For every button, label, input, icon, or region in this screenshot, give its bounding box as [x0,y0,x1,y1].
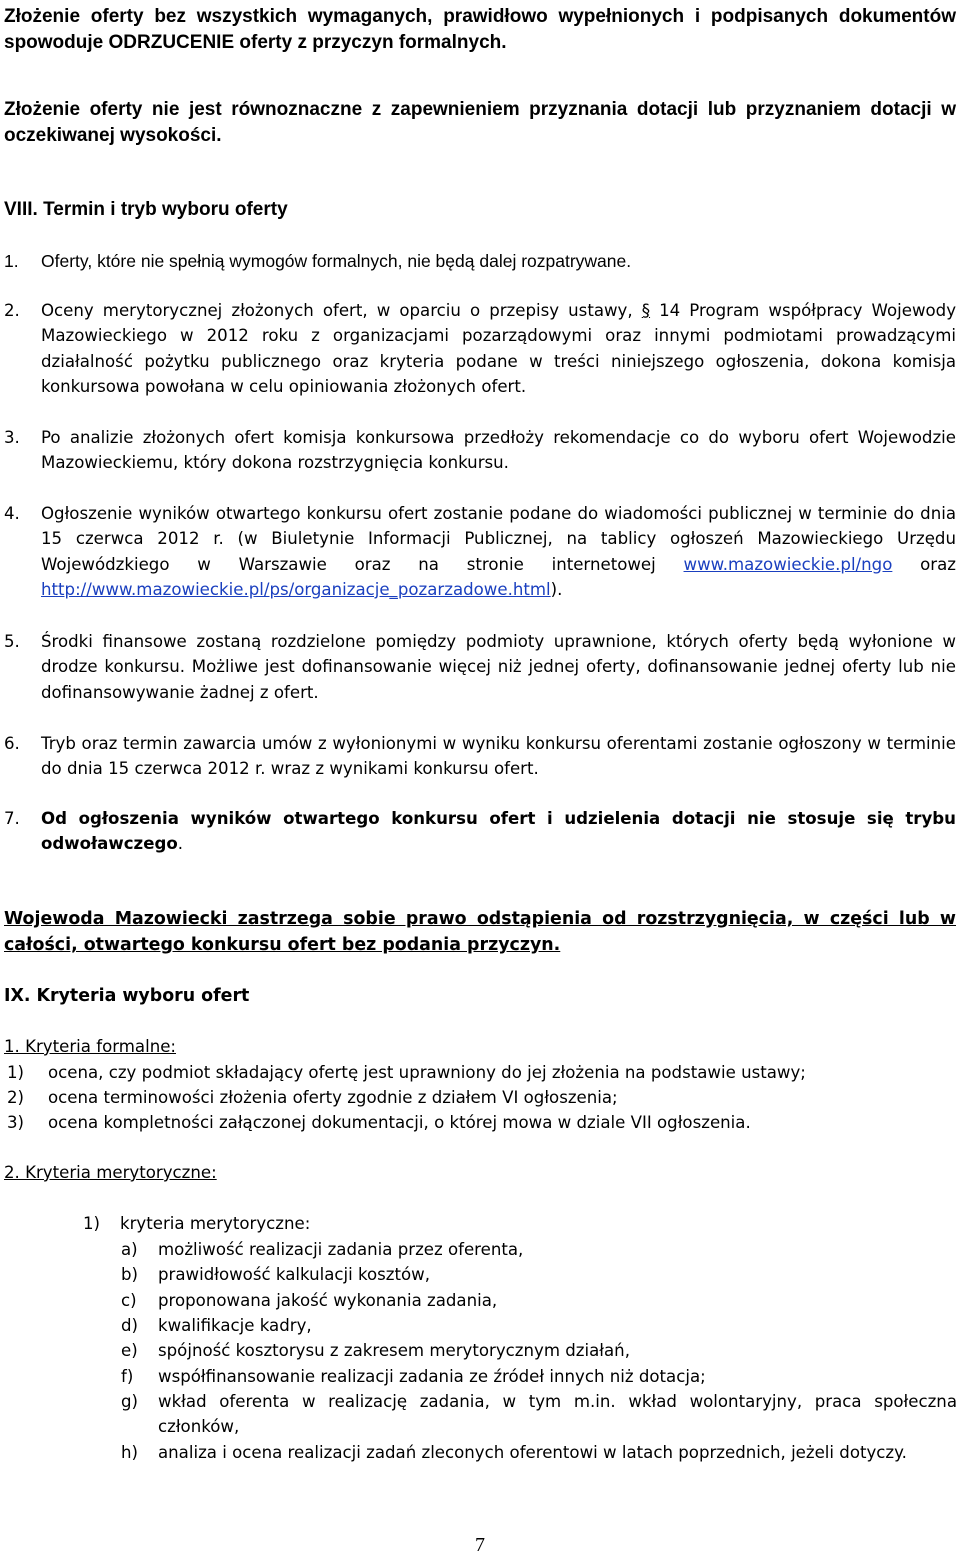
merit-item-b [121,1262,957,1287]
item-text-main: Ogłoszenie wyników otwartego konkursu ofert zostanie podane do wiadomości publicznej w terminie do dnia 15 czerwca 2012 r. (w Biuletynie Informacji Publicznej, na tablicy ogłoszeń Mazowieckiego Urzędu Wojewódzkiego w Warszawie oraz na stronie internetowej [41,504,956,574]
merit-item-h [121,1440,957,1465]
merit-item-a [121,1237,957,1262]
item-letter: b) [121,1265,139,1284]
item-text: współfinansowanie realizacji zadania ze źródeł innych niż dotacja; [158,1367,706,1386]
reservation-note: Wojewoda Mazowiecki zastrzega sobie prawo odstąpienia od rozstrzygnięcia, w części lub w całości, otwartego konkursu ofert bez podania przyczyn. [4,909,956,955]
item-letter: d) [121,1316,139,1335]
merit-item-e [121,1338,957,1363]
merit-item-g [121,1389,957,1440]
merit-item-c [121,1288,957,1313]
viii-item-7 [4,806,956,857]
item-text: kwalifikacje kadry, [158,1316,312,1335]
item-letter: a) [121,1240,138,1259]
item-text [41,806,956,857]
item-number: 3) [7,1113,25,1132]
item-text: analiza i ocena realizacji zadań zleconych oferentowi w latach poprzednich, jeżeli dotyczy. [158,1443,907,1462]
item-number: 1) [7,1063,25,1082]
rejection-note: Złożenie oferty bez wszystkich wymaganych, prawidłowo wypełnionych i podpisanych dokumentów spowoduje ODRZUCENIE oferty z przyczyn formalnych. [4,6,956,53]
viii-item-3 [4,425,956,476]
viii-item-4 [4,501,956,602]
item-number: 5. [4,632,20,651]
item-text: spójność kosztorysu z zakresem merytorycznym działań, [158,1341,630,1360]
no-guarantee-note: Złożenie oferty nie jest równoznaczne z zapewnieniem przyznania dotacji lub przyznaniem dotacji w oczekiwanej wysokości. [4,99,956,146]
formal-item-3 [4,1110,956,1135]
page-number: 7 [475,1534,485,1556]
item-text: możliwość realizacji zadania przez oferenta, [158,1240,524,1259]
item-letter: c) [121,1291,137,1310]
item-letter: e) [121,1341,138,1360]
item-text-after: 14 Program współpracy Wojewody Mazowieckiego w 2012 roku z organizacjami pozarządowymi oraz innymi podmiotami prowadzącymi działalność pożytku publicznego oraz kryteria podane w treści niniejszego ogłoszenia, dokona komisja konkursowa powołana w celu opiniowania złożonych ofert. [41,301,957,396]
merit-sub-heading [83,1211,310,1236]
item-text [41,298,956,399]
item-number: 2) [7,1088,25,1107]
merit-item-d [121,1313,957,1338]
section-viii-heading: VIII. Termin i tryb wyboru oferty [4,199,288,220]
formal-item-1 [4,1060,956,1085]
item-text: Oferty, które nie spełnią wymogów formalnych, nie będą dalej rozpatrywane. [41,251,632,271]
organizations-link[interactable]: http://www.mazowieckie.pl/ps/organizacje_pozarzadowe.html [41,579,551,599]
viii-item-2 [4,298,956,399]
document-page [4,0,956,1557]
item-text-end: . [177,834,184,854]
item-letter: h) [121,1443,138,1462]
item-text: ocena terminowości złożenia oferty zgodnie z działem VI ogłoszenia; [48,1088,618,1107]
item-number: 1. [4,251,19,271]
item-text: ocena, czy podmiot składający ofertę jest uprawniony do jej złożenia na podstawie ustawy; [48,1063,806,1082]
item-number: 2. [4,301,20,320]
item-text: Po analizie złożonych ofert komisja konkursowa przedłoży rekomendacje co do wyboru ofert Wojewodzie Mazowieckiemu, który dokona rozstrzygnięcia konkursu. [41,428,956,473]
item-letter: g) [121,1392,139,1411]
item-letter: f) [121,1367,134,1386]
item-text: wkład oferenta w realizację zadania, w tym m.in. wkład wolontaryjny, praca społeczna członków, [158,1392,957,1437]
item-text [41,501,956,602]
viii-item-5 [4,629,956,705]
formal-item-2 [4,1085,956,1110]
item-number: 3. [4,428,20,447]
item-text: proponowana jakość wykonania zadania, [158,1291,498,1310]
viii-item-1 [4,248,956,274]
item-text: Środki finansowe zostaną rozdzielone pomiędzy podmioty uprawnione, których oferty będą wyłonione w drodze konkursu. Możliwe jest dofinansowanie więcej niż jednej oferty, dofinansowanie jednej oferty lub nie dofinansowywanie żadnej z ofert. [41,632,956,702]
item-text-end: ). [550,579,563,599]
item-number: 4. [4,504,20,523]
formal-criteria-label: 1. Kryteria formalne: [4,1037,177,1056]
item-text-bold: Od ogłoszenia wyników otwartego konkursu ofert i udzielenia dotacji nie stosuje się trybu odwoławczego [41,809,956,854]
merit-item-f [121,1364,957,1389]
item-number: 6. [4,734,20,753]
item-number: 7. [4,809,20,828]
item-number: 1) [83,1214,101,1233]
merit-criteria-label: 2. Kryteria merytoryczne: [4,1163,217,1182]
item-text: kryteria merytoryczne: [120,1214,311,1233]
section-symbol: § [641,301,651,320]
section-ix-heading: IX. Kryteria wyboru ofert [4,986,250,1006]
item-text-between: oraz [892,554,956,574]
ngo-link[interactable]: www.mazowieckie.pl/ngo [683,554,893,574]
item-text: Tryb oraz termin zawarcia umów z wyłonionymi w wyniku konkursu oferentami zostanie ogłoszony w terminie do dnia 15 czerwca 2012 r. wraz z wynikami konkursu ofert. [41,734,956,779]
item-text: prawidłowość kalkulacji kosztów, [158,1265,431,1284]
item-text-before: Oceny merytorycznej złożonych ofert, w oparciu o przepisy ustawy, [41,301,633,320]
viii-item-6 [4,731,956,782]
item-text: ocena kompletności załączonej dokumentacji, o której mowa w dziale VII ogłoszenia. [48,1113,751,1132]
